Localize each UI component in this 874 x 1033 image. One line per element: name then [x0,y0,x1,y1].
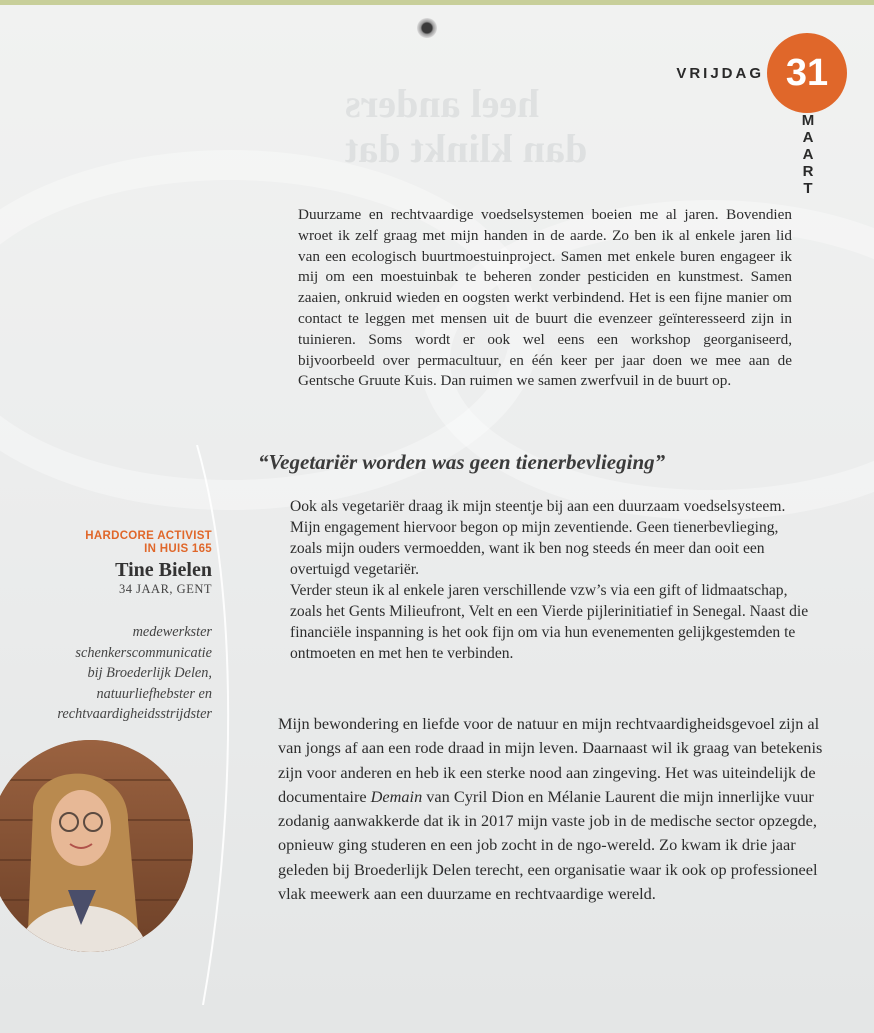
motivation-text-start: Mijn bewondering en liefde voor de natuur en mijn rechtvaardigheidsgevoel zijn al van jongs af aan een rode draad in mijn leven. Daarnaast wil ik graag van betekenis zijn voor anderen en heb ik een sterke nood aan zingeving. Het was uiteindelijk de documentaire [278,714,823,806]
role-line: schenkerscommunicatie [75,644,212,661]
role-line: natuurliefhebster en [96,685,212,702]
vegetarian-section [290,496,810,664]
curved-divider-line [195,445,255,1005]
motivation-text-end: van Cyril Dion en Mélanie Laurent die mijn innerlijke vuur zodanig aanwakkerde dat ik in 2017 mijn vaste job in de medische sector opzegde, opnieuw ging studeren en een job zocht in de ngo-wereld. Zo kwam ik drie jaar geleden bij Broederlijk Delen terecht, een organisatie waar ik ook op professioneel vlak meewerk aan een duurzame en rechtvaardige wereld. [278,786,818,904]
role-line: rechtvaardigheidsstrijdster [57,706,212,722]
vegetarian-paragraph: Ook als vegetariër draag ik mijn steentje bij aan een duurzaam voedselsysteem. Mijn engagement hiervoor begon op mijn zeventiende. Geen tienerbevlieging, zoals mijn ouders vermoedden, want ik ben nog steeds én meer dan ooit een overtuigd vegetariër. [290,498,786,578]
intro-paragraph: Duurzame en rechtvaardige voedselsystemen boeien me al jaren. Bovendien wroet ik zelf graag met mijn handen in de aarde. Zo ben ik al enkele jaren lid van een ecologisch buurtmoestuinproject. Samen met enkele buren engageer ik mij om een moestuinbak te beheren zonder pesticiden en kunstmest. Samen zaaien, onkruid wieden en oogsten werkt verbindend. Het is een fijne manier om contact te leggen met mensen uit de buurt die evenzeer geïnteresseerd zijn in tuinieren. Soms wordt er ook wel eens een workshop georganiseerd, bijvoorbeeld over permacultuur, en één keer per jaar doen we mee aan de Gentsche Gruute Kuis. Dan ruimen we samen zwerfvuil in de buurt op. [298,206,792,390]
date-header [574,30,874,200]
pull-quote-heading: “Vegetariër worden was geen tienerbevlieging” [258,450,666,474]
role-line: medewerkster [132,624,212,640]
profile-role [0,622,212,725]
role-line: bij Broederlijk Delen, [87,665,212,681]
profile-tag-line: IN HUIS 165 [144,543,212,555]
profile-age-city: 34 JAAR, GENT [119,582,212,596]
month-letter: A [802,146,814,163]
show-through-text: heel anders [345,81,540,126]
top-edge-strip [0,0,874,5]
weekday-label: VRIJDAG [676,65,764,82]
month-label-vertical [800,112,816,197]
month-letter: T [803,180,813,197]
hanging-hole [417,18,437,38]
profile-tag-line: HARDCORE ACTIVIST [85,530,212,542]
documentary-title: Demain [370,786,423,806]
month-letter: R [802,163,814,180]
day-number-badge: 31 [767,33,847,113]
month-letter: M [801,112,815,129]
motivation-paragraph [278,712,826,906]
show-through-text: dan klinkt dat [345,126,588,171]
support-paragraph: Verder steun ik al enkele jaren verschillende vzw’s via een gift of lidmaatschap, zoals het Gents Milieufront, Velt en een Vierde pijlerinitiatief in Senegal. Naast die financiële inspanning is het ook fijn om via hun evenementen gelijkgestemden te ontmoeten en met hen te verbinden. [290,582,809,662]
profile-name: Tine Bielen [115,559,212,581]
profile-sidebar [0,530,212,725]
month-letter: A [802,129,814,146]
profile-photo [0,740,193,952]
